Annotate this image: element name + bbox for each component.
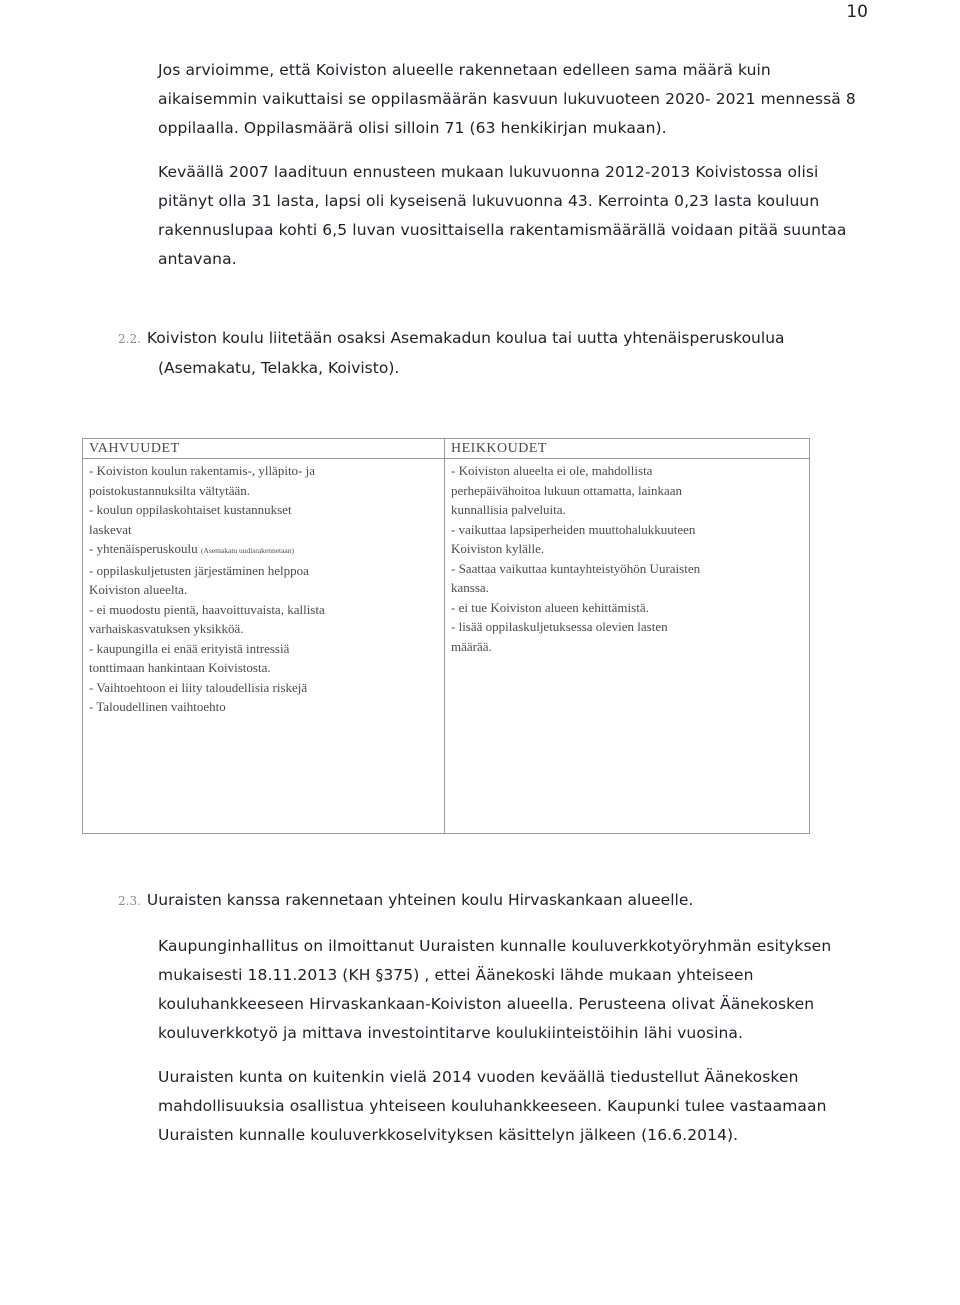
weakness-item: - ei tue Koiviston alueen kehittämistä. <box>451 599 649 615</box>
text-line: Keväällä 2007 laadituun ennusteen mukaan lukuvuonna 2012-2013 Koivistossa olisi <box>158 163 819 181</box>
text-line: mahdollisuuksia osallistua yhteiseen kouluhankkeeseen. Kaupunki tulee vastaamaan <box>158 1097 827 1115</box>
intro-paragraph <box>158 56 856 143</box>
forecast-paragraph <box>158 158 846 274</box>
weakness-item: perhepäivähoitoa lukuun ottamatta, lainkaan <box>451 482 683 498</box>
strength-item: - Vaihtoehtoon ei liity taloudellisia riskejä <box>89 679 308 695</box>
strength-item-note: (Asemakatu uudisrakennetaan) <box>200 546 295 555</box>
weakness-item: määrää. <box>451 638 492 654</box>
strength-item: laskevat <box>89 521 132 537</box>
strength-item: - Koiviston koulun rakentamis-, ylläpito- ja <box>89 463 316 478</box>
text-line: Jos arvioimme, että Koiviston alueelle rakennetaan edelleen sama määrä kuin <box>158 61 771 79</box>
weakness-item: kunnallisia palveluita. <box>451 502 566 517</box>
swot-table <box>82 438 810 834</box>
weaknesses-header: HEIKKOUDET <box>445 439 810 459</box>
text-line: antavana. <box>158 250 237 268</box>
section-number: 2.2. <box>118 332 141 346</box>
strength-item <box>89 539 438 561</box>
strength-item: varhaiskasvatuksen yksikköä. <box>89 621 244 636</box>
text-line: Uuraisten kunta on kuitenkin vielä 2014 vuoden keväällä tiedustellut Äänekosken <box>158 1068 799 1086</box>
text-line: Kaupunginhallitus on ilmoittanut Uuraisten kunnalle kouluverkkotyöryhmän esityksen <box>158 937 832 955</box>
page-number: 10 <box>846 2 868 22</box>
weakness-item: - vaikuttaa lapsiperheiden muuttohalukkuuteen <box>451 521 696 537</box>
text-line: kouluhankkeeseen Hirvaskankaan-Koiviston alueella. Perusteena olivat Äänekosken <box>158 995 815 1013</box>
section-2-3-heading <box>118 886 693 916</box>
section-2-2-heading <box>118 324 785 383</box>
text-line: mukaisesti 18.11.2013 (KH §375) , ettei Äänekoski lähde mukaan yhteiseen <box>158 966 754 984</box>
strength-item-text: - yhtenäisperuskoulu <box>89 541 198 556</box>
strength-item: poistokustannuksilta vältytään. <box>89 482 251 498</box>
section-title-line: (Asemakatu, Telakka, Koivisto). <box>158 359 400 377</box>
strength-item: Koiviston alueelta. <box>89 582 188 597</box>
weakness-item: Koiviston kylälle. <box>451 541 545 556</box>
text-line: oppilaalla. Oppilasmäärä olisi silloin 71 (63 henkikirjan mukaan). <box>158 119 667 137</box>
section-title-line: Koiviston koulu liitetään osaksi Asemakadun koulua tai uutta yhtenäisperuskoulua <box>146 329 785 347</box>
strength-item: - oppilaskuljetusten järjestäminen helppoa <box>89 562 309 578</box>
uurainen-paragraph <box>158 1063 827 1150</box>
weaknesses-cell <box>445 459 810 834</box>
text-line: aikaisemmin vaikuttaisi se oppilasmäärän kasvuun lukuvuoteen 2020- 2021 mennessä 8 <box>158 90 856 108</box>
strength-item: - kaupungilla ei enää erityistä intressiä <box>89 640 290 656</box>
text-line: rakennuslupaa kohti 6,5 luvan vuosittaisella rakentamismäärällä voidaan pitää suuntaa <box>158 221 847 239</box>
strength-item: - ei muodostu pientä, haavoittuvaista, kallista <box>89 601 325 617</box>
text-line: Uuraisten kunnalle kouluverkkoselvityksen käsittelyn jälkeen (16.6.2014). <box>158 1126 739 1144</box>
weakness-item: - Saattaa vaikuttaa kuntayhteistyöhön Uuraisten <box>451 560 701 576</box>
text-line: kouluverkkotyö ja mittava investointitarve koulukiinteistöihin lähi vuosina. <box>158 1024 744 1042</box>
section-title: Uuraisten kanssa rakennetaan yhteinen koulu Hirvaskankaan alueelle. <box>146 891 694 909</box>
city-board-paragraph <box>158 932 831 1048</box>
text-line: pitänyt olla 31 lasta, lapsi oli kyseisenä lukuvuonna 43. Kerrointa 0,23 lasta kouluun <box>158 192 820 210</box>
weakness-item: - lisää oppilaskuljetuksessa olevien lasten <box>451 619 668 634</box>
strength-item: - Taloudellinen vaihtoehto <box>89 699 226 714</box>
section-number: 2.3. <box>118 894 141 908</box>
strengths-cell <box>83 459 445 834</box>
weakness-item: kanssa. <box>451 580 489 595</box>
weakness-item: - Koiviston alueelta ei ole, mahdollista <box>451 463 653 478</box>
strength-item: tonttimaan hankintaan Koivistosta. <box>89 660 271 675</box>
strengths-header: VAHVUUDET <box>83 439 445 459</box>
strength-item: - koulun oppilaskohtaiset kustannukset <box>89 502 292 517</box>
